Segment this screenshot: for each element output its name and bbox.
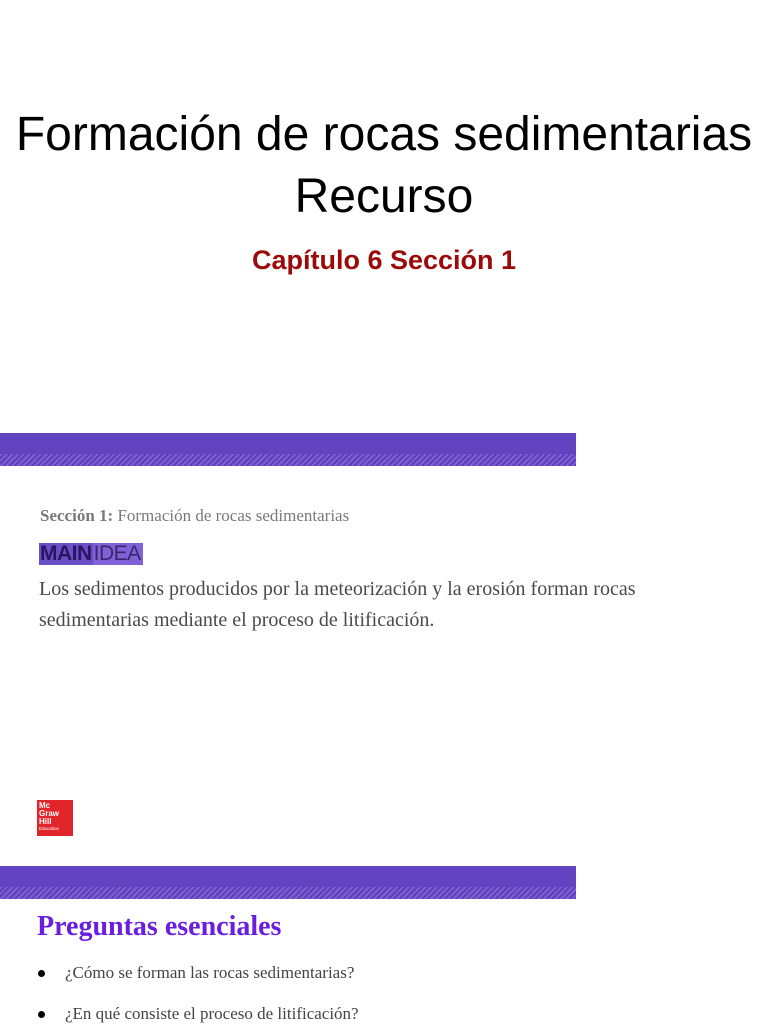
band-hatched-strip bbox=[0, 454, 576, 466]
bullet-icon bbox=[38, 1011, 45, 1018]
main-idea-idea-text: IDEA bbox=[93, 542, 141, 565]
question-text: ¿En qué consiste el proceso de litificación? bbox=[65, 1004, 359, 1023]
list-item bbox=[37, 963, 359, 983]
section-label bbox=[40, 506, 349, 526]
mcgraw-hill-logo bbox=[37, 800, 73, 836]
questions-header-band bbox=[0, 866, 576, 899]
section-title: Formación de rocas sedimentarias bbox=[117, 506, 350, 525]
document-title: Formación de rocas sedimentarias Recurso bbox=[15, 108, 753, 223]
main-idea-main-text: MAIN bbox=[40, 542, 92, 565]
list-item bbox=[37, 1004, 359, 1024]
main-idea-badge bbox=[39, 543, 143, 565]
band-hatched-strip bbox=[0, 887, 576, 899]
chapter-subtitle: Capítulo 6 Sección 1 bbox=[251, 245, 517, 275]
section-header-band bbox=[0, 433, 576, 466]
main-idea-body: Los sedimentos producidos por la meteorización y la erosión forman rocas sedimentarias mediante el proceso de litificación. bbox=[39, 578, 636, 631]
logo-line-2: Graw bbox=[39, 809, 60, 818]
band-solid-strip bbox=[0, 866, 576, 887]
question-text: ¿Cómo se forman las rocas sedimentarias? bbox=[65, 963, 355, 982]
questions-title: Preguntas esenciales bbox=[37, 911, 282, 942]
logo-line-3: Hill bbox=[39, 817, 52, 826]
section-number: Sección 1: bbox=[40, 506, 114, 525]
bullet-icon bbox=[38, 970, 45, 977]
logo-line-1: Mc bbox=[39, 801, 51, 810]
questions-list bbox=[37, 963, 359, 1024]
band-solid-strip bbox=[0, 433, 576, 454]
logo-line-4: Education bbox=[39, 826, 60, 831]
